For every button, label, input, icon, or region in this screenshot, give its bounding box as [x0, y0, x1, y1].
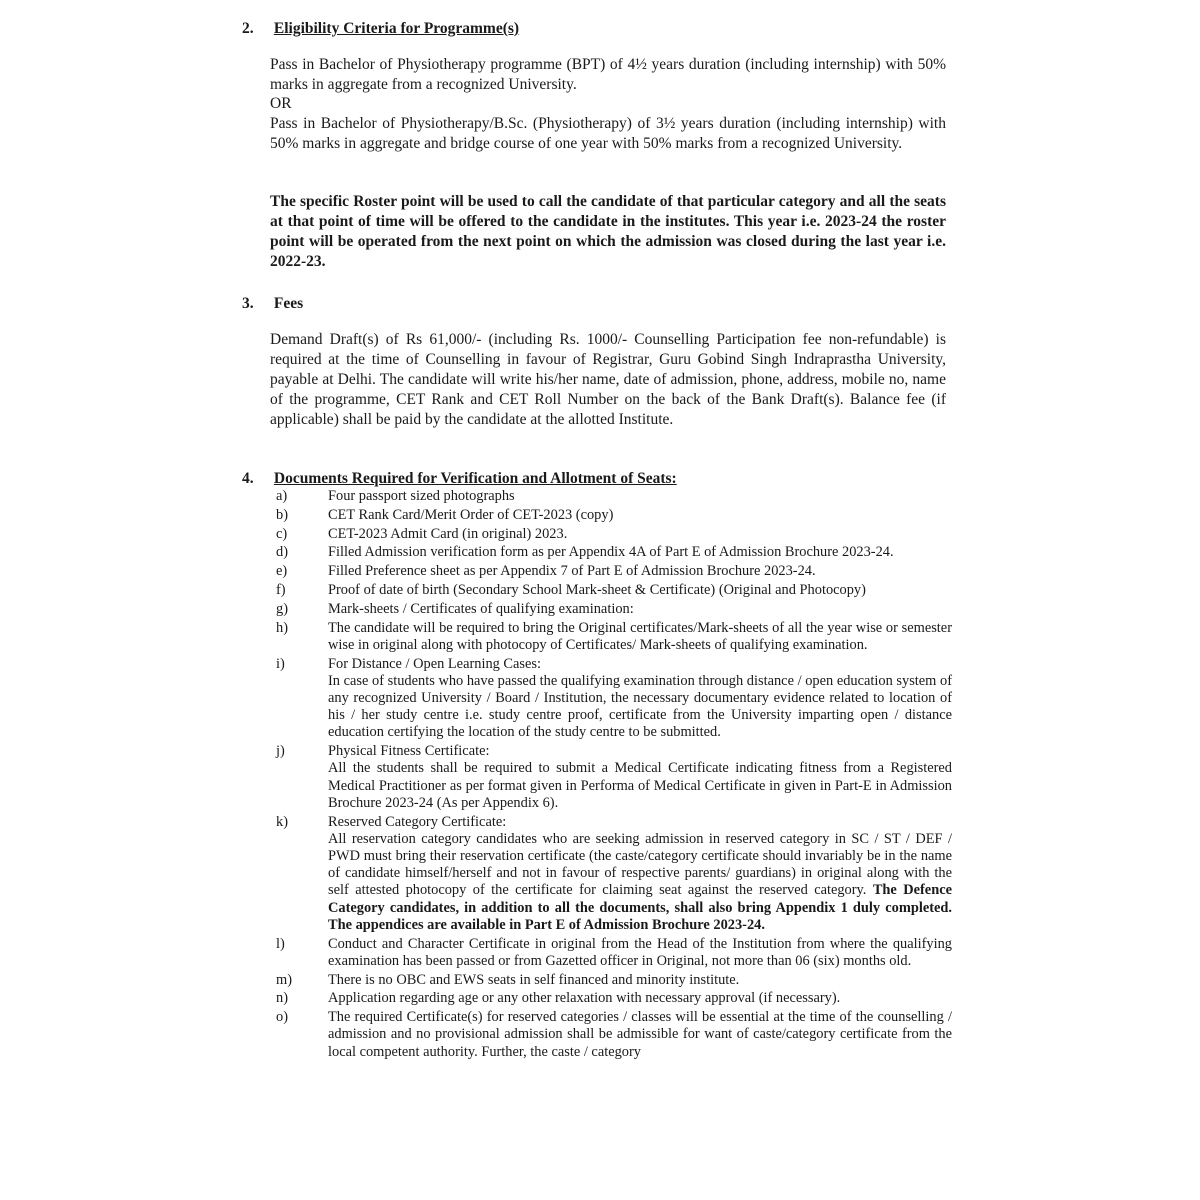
item-text: Filled Preference sheet as per Appendix 7 of Part E of Admission Brochure 2023-24.: [328, 563, 816, 580]
item-text: Filled Admission verification form as per Appendix 4A of Part E of Admission Brochure 2023-24.: [328, 544, 894, 561]
list-item: [276, 601, 952, 618]
item-letter: a): [276, 488, 288, 504]
item-letter: k): [276, 813, 288, 830]
list-item: [276, 488, 952, 505]
list-item: [276, 507, 952, 524]
item-text: In case of students who have passed the qualifying examination through distance / open education system of any recognized University / Board / Institution, the necessary documentary evidence related to location of his / her study centre i.e. study centre proof, certificate from the University imparting open / distance education certifying the location of the study centre to be submitted.: [328, 672, 952, 741]
section-heading-fees: [242, 295, 303, 313]
eligibility-paragraph-1: Pass in Bachelor of Physiotherapy programme (BPT) of 4½ years duration (including internship) with 50% marks in aggregate from a recognized University.: [270, 56, 946, 93]
item-letter: g): [276, 600, 288, 617]
item-text: Mark-sheets / Certificates of qualifying examination:: [328, 600, 634, 617]
item-letter: n): [276, 990, 288, 1007]
list-item: [276, 814, 952, 934]
item-letter: f): [276, 581, 286, 598]
item-text: All the students shall be required to submit a Medical Certificate indicating fitness from a Registered Medical Practitioner as per format given in Performa of Medical Certificate in given in Part-E in Admission Brochure 2023-24 (As per Appendix 6).: [328, 760, 952, 811]
item-body: [328, 814, 952, 934]
item-letter: d): [276, 544, 288, 561]
section-title: Eligibility Criteria for Programme(s): [273, 20, 520, 37]
item-letter: e): [276, 563, 288, 580]
section-heading-documents: [242, 470, 677, 488]
item-letter: i): [276, 655, 285, 672]
eligibility-paragraph-2: Pass in Bachelor of Physiotherapy/B.Sc. (Physiotherapy) of 3½ years duration (including internship) with 50% marks in aggregate and bridge course of one year with 50% marks from a recognized University.: [270, 115, 946, 152]
item-label: For Distance / Open Learning Cases:: [328, 655, 542, 672]
section-heading-eligibility: [242, 20, 519, 38]
section-number: 2.: [242, 20, 254, 37]
item-text: All reservation category candidates who are seeking admission in reserved category in SC / ST / DEF / PWD must bring their reservation certificate (the caste/category certificate should invariably be in the name of candidate himself/herself and not in favour of respective parents/ guardians) in original along with the self attested photocopy of the certificate for claiming seat against the reserved category.: [328, 830, 952, 899]
item-letter: h): [276, 619, 288, 636]
item-letter: j): [276, 743, 285, 760]
item-letter: c): [276, 525, 288, 542]
list-item: [276, 526, 952, 543]
item-letter: b): [276, 506, 288, 523]
item-text: Application regarding age or any other relaxation with necessary approval (if necessary).: [328, 990, 841, 1007]
section-title: Fees: [273, 295, 304, 312]
list-item: [276, 620, 952, 654]
documents-list: [276, 488, 952, 1062]
item-body: [328, 656, 952, 742]
eligibility-or: OR: [270, 95, 292, 112]
item-letter: l): [276, 935, 285, 952]
list-item: [276, 544, 952, 561]
list-item: [276, 743, 952, 812]
item-letter: m): [276, 971, 292, 988]
item-text: The required Certificate(s) for reserved categories / classes will be essential at the time of the counselling / admission and no provisional admission shall be admissible for want of caste/category certificate from the local competent authority. Further, the caste / category: [328, 1009, 952, 1060]
list-item: [276, 936, 952, 970]
item-body: [328, 743, 952, 812]
item-text: There is no OBC and EWS seats in self financed and minority institute.: [328, 971, 740, 988]
list-item: [276, 1009, 952, 1061]
item-text: The candidate will be required to bring the Original certificates/Mark-sheets of all the year wise or semester wise in original along with photocopy of Certificates/ Mark-sheets of qualifying examination.: [328, 619, 952, 653]
item-bold-text: The Defence Category candidates, in addition to all the documents, shall also bring Appendix 1 duly completed. The appendices are available in Part E of Admission Brochure 2023-24.: [328, 882, 952, 933]
item-text: CET Rank Card/Merit Order of CET-2023 (copy): [328, 506, 614, 523]
section-number: 4.: [242, 470, 254, 487]
list-item: [276, 990, 952, 1007]
section-number: 3.: [242, 295, 254, 312]
fees-paragraph: Demand Draft(s) of Rs 61,000/- (including Rs. 1000/- Counselling Participation fee non-refundable) is required at the time of Counselling in favour of Registrar, Guru Gobind Singh Indraprastha University, payable at Delhi. The candidate will write his/her name, date of admission, phone, address, mobile no, name of the programme, CET Rank and CET Roll Number on the back of the Bank Draft(s). Balance fee (if applicable) shall be paid by the candidate at the allotted Institute.: [270, 331, 946, 428]
roster-note: The specific Roster point will be used to call the candidate of that particular category and all the seats at that point of time will be offered to the candidate in the institutes. This year i.e. 2023-24 the roster point will be operated from the next point on which the admission was closed during the last year i.e. 2022-23.: [270, 193, 946, 270]
item-text: Conduct and Character Certificate in original from the Head of the Institution from where the qualifying examination has been passed or from Gazetted officer in Original, not more than 06 (six) months old.: [328, 935, 952, 969]
list-item: [276, 563, 952, 580]
item-label: Physical Fitness Certificate:: [328, 743, 490, 760]
item-letter: o): [276, 1009, 288, 1026]
item-text: CET-2023 Admit Card (in original) 2023.: [328, 525, 568, 542]
list-item: [276, 972, 952, 989]
item-text: Proof of date of birth (Secondary School Mark-sheet & Certificate) (Original and Photocopy): [328, 581, 866, 598]
list-item: [276, 582, 952, 599]
list-item: [276, 656, 952, 742]
item-text: Four passport sized photographs: [328, 488, 515, 504]
section-title: Documents Required for Verification and Allotment of Seats:: [273, 470, 677, 487]
item-label: Reserved Category Certificate:: [328, 813, 507, 830]
